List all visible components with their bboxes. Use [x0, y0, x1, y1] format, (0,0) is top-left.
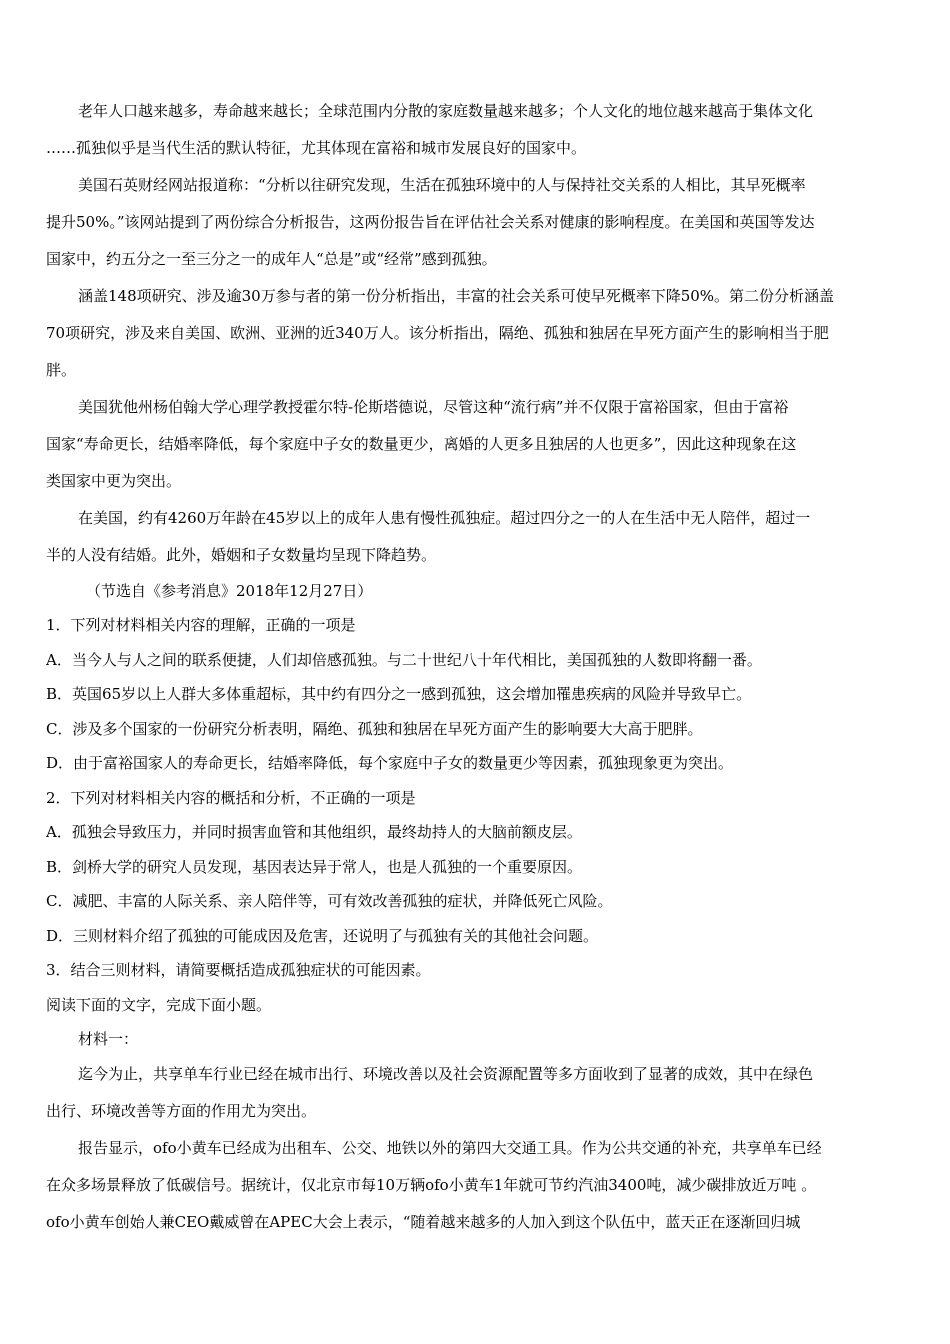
- question-1-option-c: C．涉及多个国家的一份研究分析表明，隔绝、孤独和独居在早死方面产生的影响要大大高于肥胖。: [46, 719, 703, 738]
- document-page: [46, 93, 906, 1241]
- text-line: 在众多场景释放了低碳信号。据统计，仅北京市每10万辆ofo小黄车1年就可节约汽油3400吨，减少碳排放近万吨 。: [46, 1176, 817, 1194]
- article-paragraph-4: [46, 389, 906, 500]
- text-line: 老年人口越来越多，寿命越来越长；全球范围内分散的家庭数量越来越多；个人文化的地位越来越高于集体文化: [78, 102, 814, 120]
- question-2-option-b: B．剑桥大学的研究人员发现，基因表达异于常人，也是人孤独的一个重要原因。: [46, 857, 583, 876]
- text-line: 类国家中更为突出。: [46, 472, 182, 490]
- article-source: （节选自《参考消息》2018年12月27日）: [86, 582, 373, 600]
- question-2-stem: 2．下列对材料相关内容的概括和分析，不正确的一项是: [46, 788, 416, 807]
- question-3-stem: 3．结合三则材料，请简要概括造成孤独症状的可能因素。: [46, 961, 431, 979]
- article-paragraph-2: [46, 167, 906, 278]
- question-1-stem: 1．下列对材料相关内容的理解，正确的一项是: [46, 616, 356, 634]
- text-line: 国家中，约五分之一至三分之一的成年人“总是”或“经常”感到孤独。: [46, 250, 497, 268]
- text-line: 美国石英财经网站报道称：“分析以往研究发现，生活在孤独环境中的人与保持社交关系的人相比，其早死概率: [78, 176, 806, 194]
- question-2-option-c: C．减肥、丰富的人际关系、亲人陪伴等，可有效改善孤独的症状，并降低死亡风险。: [46, 892, 613, 910]
- reading-instruction: 阅读下面的文字，完成下面小题。: [46, 995, 272, 1014]
- text-line: 在美国，约有4260万年龄在45岁以上的成年人患有慢性孤独症。超过四分之一的人在生活中无人陪伴，超过一: [78, 509, 811, 527]
- material-heading: 材料一：: [78, 1030, 139, 1048]
- text-line: 胖。: [46, 361, 77, 379]
- text-line: 国家“寿命更长，结婚率降低，每个家庭中子女的数量更少，离婚的人更多且独居的人也更多”，因此这种现象在这: [46, 435, 797, 453]
- text-line: 美国犹他州杨伯翰大学心理学教授霍尔特-伦斯塔德说，尽管这种“流行病”并不仅限于富裕国家，但由于富裕: [78, 398, 789, 416]
- question-list: [46, 608, 906, 1022]
- text-line: 出行、环境改善等方面的作用尤为突出。: [46, 1102, 317, 1120]
- question-1-option-d: D．由于富裕国家人的寿命更长，结婚率降低，每个家庭中子女的数量更少等因素，孤独现象更为突出。: [46, 754, 734, 772]
- text-line: 报告显示，ofo小黄车已经成为出租车、公交、地铁以外的第四大交通工具。作为公共交通的补充，共享单车已经: [78, 1139, 822, 1157]
- text-line: 涵盖148项研究、涉及逾30万参与者的第一份分析指出，丰富的社会关系可使早死概率下降50%。第二份分析涵盖: [78, 287, 835, 305]
- article-paragraph-3: [46, 278, 906, 389]
- question-1-option-a: A．当今人与人之间的联系便捷，人们却倍感孤独。与二十世纪八十年代相比，美国孤独的人数即将翻一番。: [46, 650, 762, 669]
- question-2-option-a: A．孤独会导致压力，并同时损害血管和其他组织，最终劫持人的大脑前额皮层。: [46, 823, 582, 841]
- material-paragraph-1: [46, 1056, 906, 1130]
- text-line: 迄今为止，共享单车行业已经在城市出行、环境改善以及社会资源配置等多方面收到了显著的成效，其中在绿色: [78, 1065, 814, 1083]
- text-line: 半的人没有结婚。此外，婚姻和子女数量均呈现下降趋势。: [46, 546, 437, 564]
- text-line: 提升50%。”该网站提到了两份综合分析报告，这两份报告旨在评估社会关系对健康的影响程度。在美国和英国等发达: [46, 213, 815, 231]
- question-1-option-b: B．英国65岁以上人群大多体重超标，其中约有四分之一感到孤独，这会增加罹患疾病的风险并导致早亡。: [46, 685, 752, 703]
- question-2-option-d: D．三则材料介绍了孤独的可能成因及危害，还说明了与孤独有关的其他社会问题。: [46, 926, 599, 945]
- material-paragraph-2: [46, 1130, 906, 1241]
- text-line: ofo小黄车创始人兼CEO戴威曾在APEC大会上表示，“随着越来越多的人加入到这个队伍中，蓝天正在逐渐回归城: [46, 1213, 801, 1231]
- article-paragraph-5: [46, 500, 906, 574]
- text-line: ……孤独似乎是当代生活的默认特征，尤其体现在富裕和城市发展良好的国家中。: [46, 139, 587, 157]
- text-line: 70项研究，涉及来自美国、欧洲、亚洲的近340万人。该分析指出，隔绝、孤独和独居在早死方面产生的影响相当于肥: [46, 324, 829, 342]
- article-paragraph-1: [46, 93, 906, 167]
